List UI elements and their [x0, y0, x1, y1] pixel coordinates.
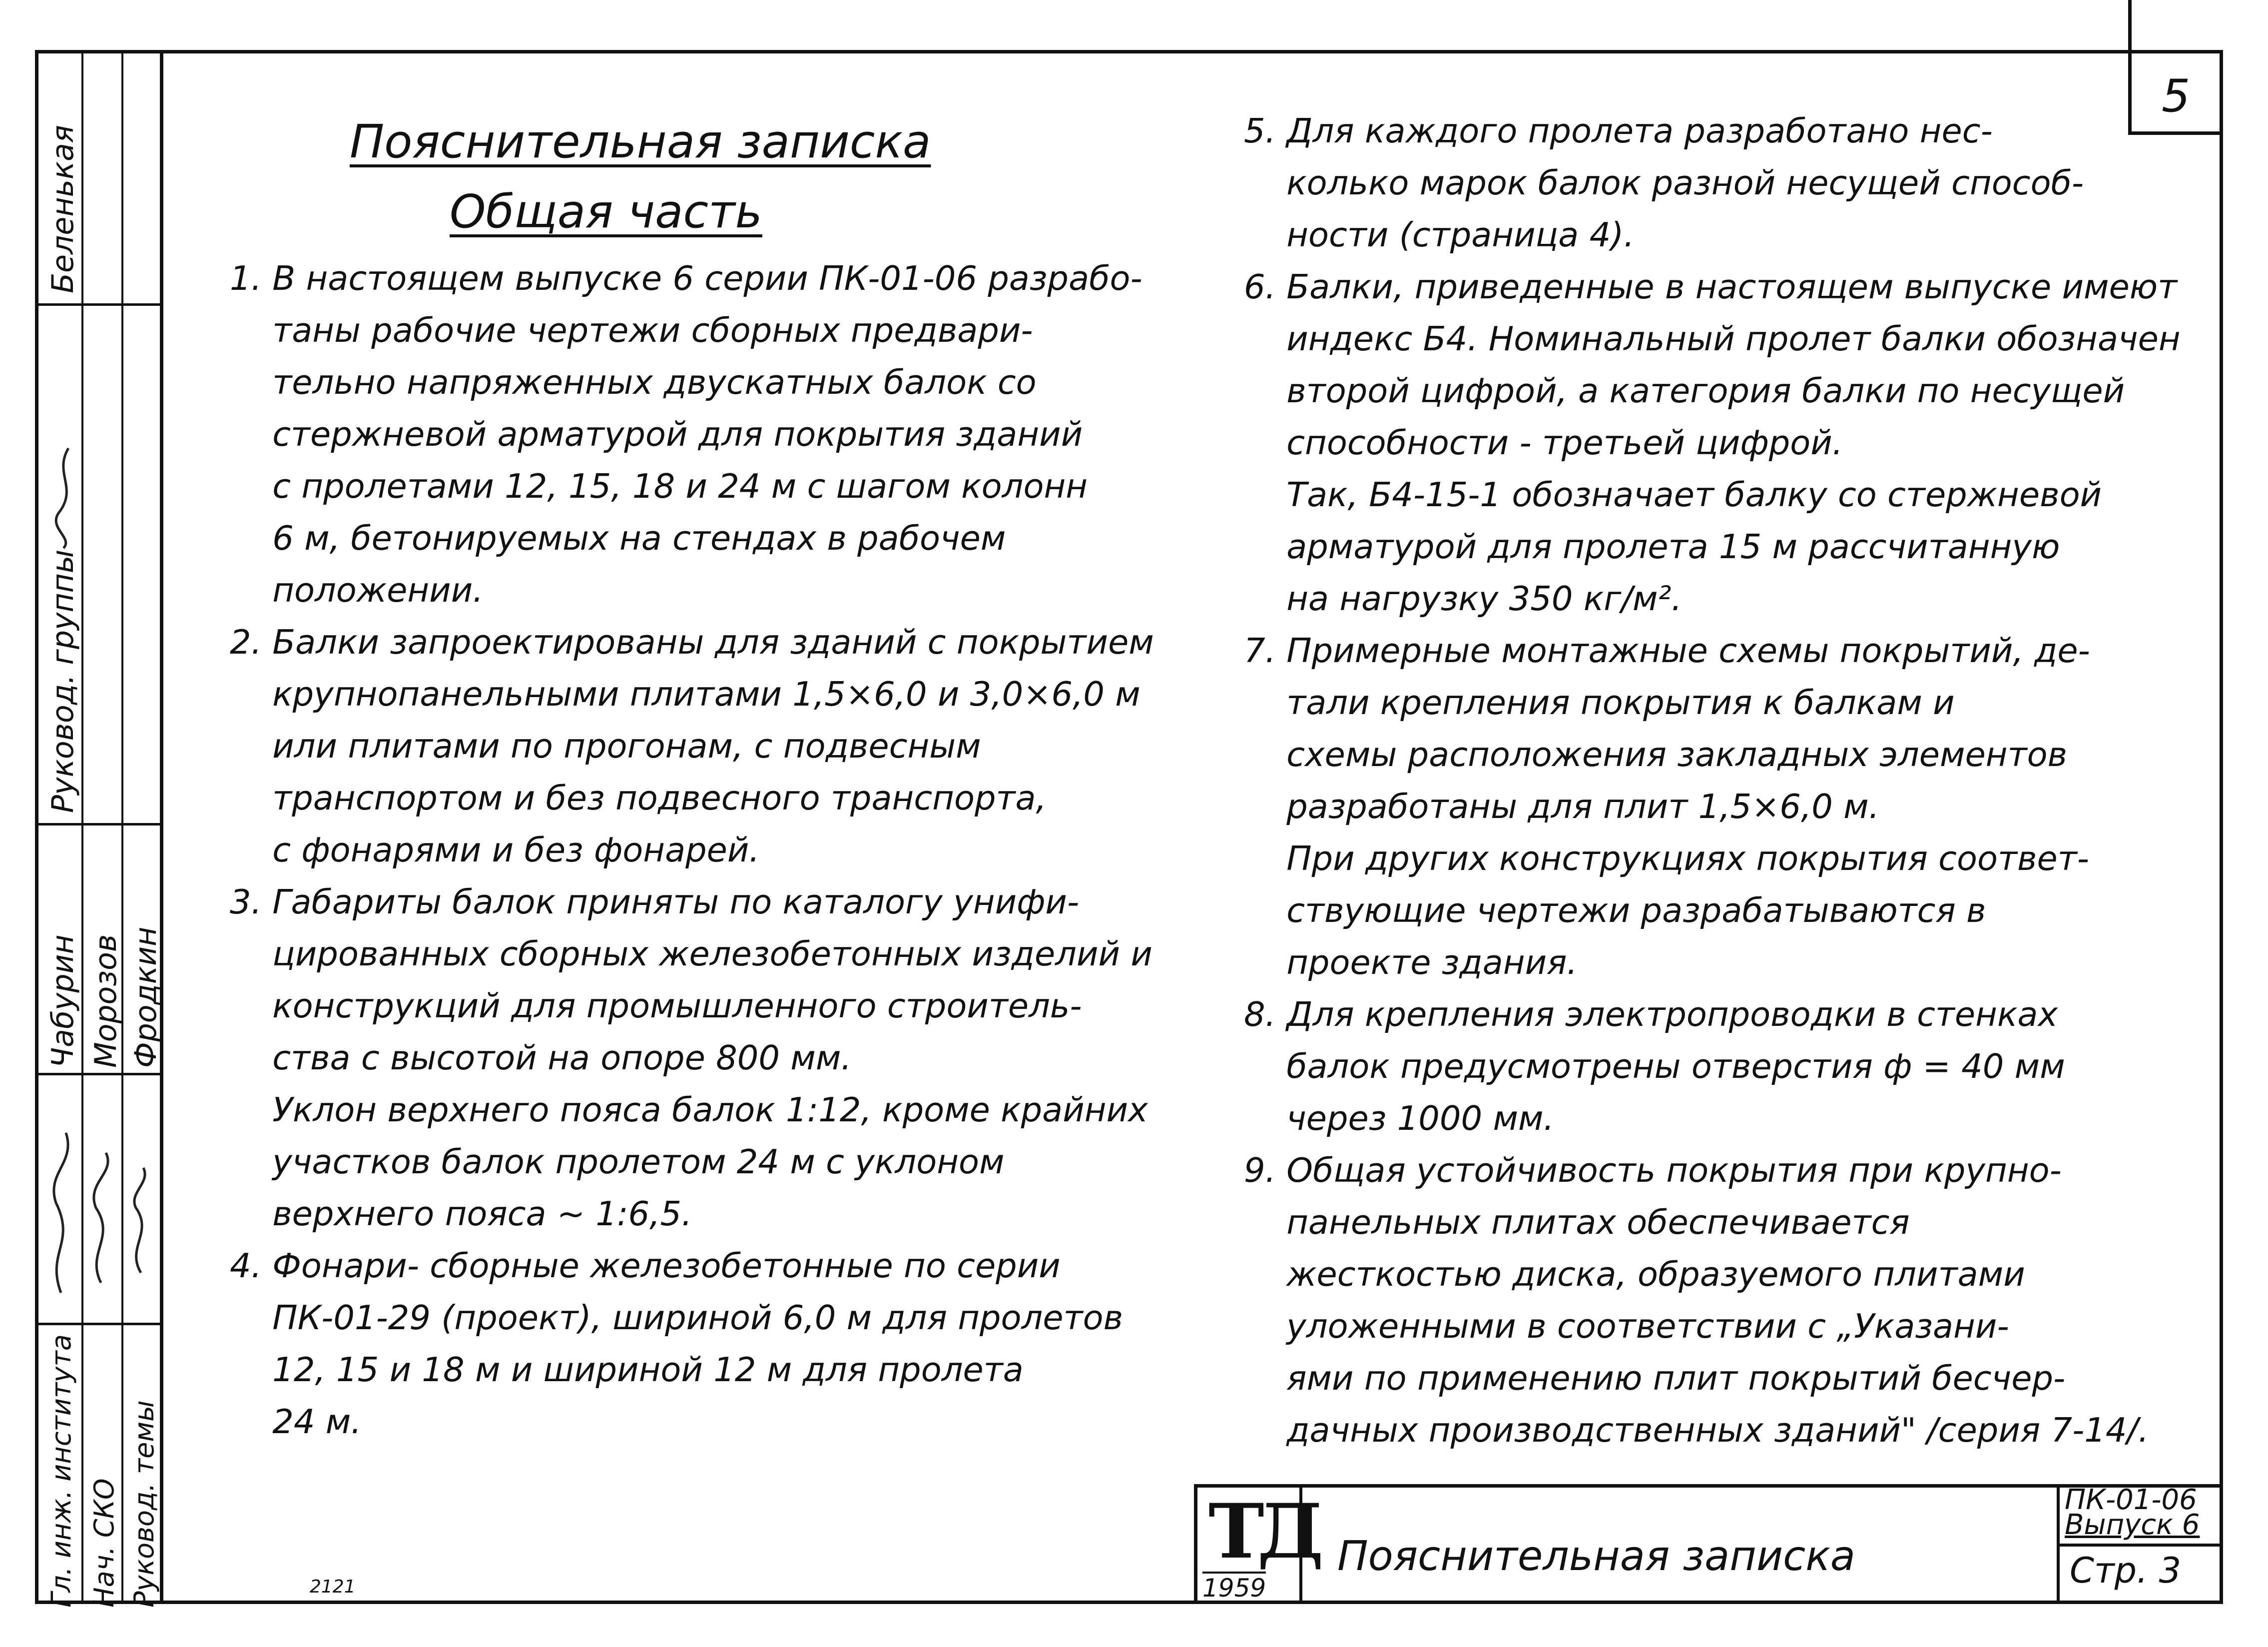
approval-sidebar	[35, 50, 163, 1608]
text-line: 5. Для каждого пролета разработано нес-	[1244, 111, 1993, 150]
name-frodkin: Фродкин	[128, 926, 163, 1068]
label-head-sko: Нач. СКО	[88, 1478, 120, 1608]
title-block	[1194, 1484, 2223, 1604]
signature-mark	[43, 443, 83, 553]
issue-number: Выпуск 6	[2065, 1509, 2200, 1541]
page-title: Пояснительная записка	[350, 115, 931, 168]
name-morozov: Морозов	[88, 934, 123, 1068]
signatures-block	[41, 1123, 161, 1303]
text-line: 12, 15 и 18 м и шириной 12 м для пролета	[230, 1350, 1024, 1389]
text-line: 4. Фонари- сборные железобетонные по серии	[230, 1246, 1061, 1285]
name-beleneky: Беленькая	[45, 124, 80, 293]
sidebar-col-names	[83, 53, 123, 1601]
text-line: 7. Примерные монтажные схемы покрытий, де-	[1244, 631, 2090, 670]
text-line: стержневой арматурой для покрытия зданий	[230, 415, 1083, 454]
text-line: с пролетами 12, 15, 18 и 24 м с шагом колонн	[230, 467, 1088, 506]
text-line: на нагрузку 350 кг/м².	[1244, 579, 1682, 618]
text-line: конструкций для промышленного строитель-	[230, 986, 1082, 1025]
sidebar-divider	[38, 823, 160, 825]
text-line: жесткостью диска, образуемого плитами	[1244, 1255, 2025, 1294]
text-line: способности - третьей цифрой.	[1244, 423, 1843, 462]
text-line: дачных производственных зданий" /серия 7-14/.	[1244, 1411, 2149, 1450]
text-line: ями по применению плит покрытий бесчер-	[1244, 1359, 2066, 1398]
label-group-lead: Руковод. группы	[45, 549, 80, 813]
text-line: панельных плитах обеспечивается	[1244, 1203, 1910, 1242]
text-line: индекс Б4. Номинальный пролет балки обозначен	[1244, 319, 2181, 358]
text-line: 1. В настоящем выпуске 6 серии ПК-01-06 разрабо-	[230, 259, 1142, 298]
series-code	[2065, 1484, 2200, 1541]
right-text-column	[1244, 105, 2198, 1456]
sidebar-divider	[38, 1323, 160, 1325]
text-line: 24 м.	[230, 1402, 362, 1441]
text-line: ности (страница 4).	[1244, 215, 1635, 254]
text-line: участков балок пролетом 24 м с уклоном	[230, 1142, 1005, 1181]
logo-year: 1959	[1202, 1572, 1266, 1603]
text-line: или плитами по прогонам, с подвесным	[230, 727, 981, 766]
text-line: проекте здания.	[1244, 943, 1578, 982]
text-line: через 1000 мм.	[1244, 1099, 1554, 1138]
label-chief-engineer: Гл. инж. института	[45, 1334, 77, 1608]
text-line: При других конструкциях покрытия соответ-	[1244, 839, 2089, 878]
text-line: с фонарями и без фонарей.	[230, 830, 760, 869]
text-line: положении.	[230, 571, 484, 610]
text-line: уложенными в соответствии с „Указани-	[1244, 1307, 2009, 1346]
stamp-code-cell	[2057, 1484, 2223, 1604]
name-chaburin: Чабурин	[45, 934, 80, 1068]
text-line: Уклон верхнего пояса балок 1:12, кроме крайних	[230, 1090, 1148, 1129]
text-line: Так, Б4-15-1 обозначает балку со стержневой	[1244, 475, 2102, 514]
institute-logo	[1197, 1488, 1317, 1604]
text-line: таны рабочие чертежи сборных предвари-	[230, 311, 1033, 350]
text-line: ПК-01-29 (проект), шириной 6,0 м для пролетов	[230, 1298, 1124, 1337]
sidebar-divider	[38, 303, 160, 306]
text-line: балок предусмотрены отверстия ф = 40 мм	[1244, 1047, 2065, 1086]
text-line: 9. Общая устойчивость покрытия при крупно-	[1244, 1151, 2062, 1190]
text-line: верхнего пояса ~ 1:6,5.	[230, 1194, 692, 1233]
text-line: 2. Балки запроектированы для зданий с покрытием	[230, 623, 1154, 662]
text-line: 3. Габариты балок приняты по каталогу унифи-	[230, 882, 1080, 921]
text-line: тали крепления покрытия к балкам и	[1244, 683, 1955, 722]
logo-mark: ТД	[1208, 1488, 1317, 1576]
page-number: 5	[2162, 70, 2191, 122]
sidebar-col-extra	[123, 53, 163, 1601]
text-line: колько марок балок разной несущей способ-	[1244, 163, 2084, 202]
text-line: 8. Для крепления электропроводки в стенках	[1244, 995, 2058, 1034]
text-line: ства с высотой на опоре 800 мм.	[230, 1038, 852, 1077]
text-line: крупнопанельными плитами 1,5×6,0 и 3,0×6,0 м	[230, 675, 1140, 714]
text-line: схемы расположения закладных элементов	[1244, 735, 2068, 774]
series-code-line: ПК-01-06	[2065, 1484, 2197, 1516]
page-subtitle: Общая часть	[450, 185, 762, 238]
text-line: цированных сборных железобетонных изделий и	[230, 934, 1152, 973]
stamp-title: Пояснительная записка	[1337, 1533, 1855, 1580]
text-line: тельно напряженных двускатных балок со	[230, 363, 1037, 402]
sidebar-divider	[38, 1073, 160, 1075]
stamp-divider	[2060, 1544, 2223, 1547]
text-line: 6. Балки, приведенные в настоящем выпуске имеют	[1244, 267, 2178, 306]
text-line: ствующие чертежи разрабатываются в	[1244, 891, 1986, 930]
sheet-page: Стр. 3	[2070, 1550, 2182, 1591]
left-text-column	[230, 252, 1204, 1448]
archive-number: 2121	[310, 1577, 356, 1597]
text-line: арматурой для пролета 15 м рассчитанную	[1244, 527, 2060, 566]
label-theme-lead: Руковод. темы	[128, 1400, 160, 1608]
text-line: второй цифрой, а категория балки по несущей	[1244, 371, 2125, 410]
text-line: транспортом и без подвесного транспорта,	[230, 779, 1047, 818]
text-line: 6 м, бетонируемых на стендах в рабочем	[230, 519, 1006, 558]
text-line: разработаны для плит 1,5×6,0 м.	[1244, 787, 1880, 826]
